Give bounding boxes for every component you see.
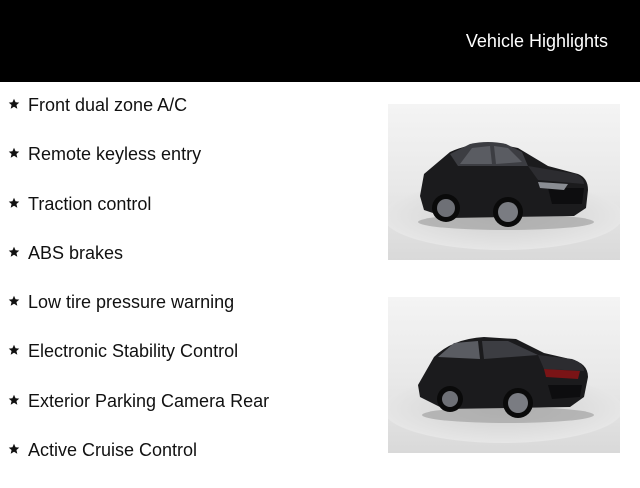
- feature-list: [0, 94, 380, 488]
- feature-item: [0, 390, 380, 439]
- feature-item: [0, 242, 380, 291]
- page-title: Vehicle Highlights: [465, 31, 608, 51]
- header-bar: [0, 0, 640, 82]
- star-icon: [8, 443, 20, 455]
- feature-label: Low tire pressure warning: [28, 292, 235, 313]
- feature-label: Front dual zone A/C: [28, 95, 188, 115]
- feature-item: [0, 291, 380, 340]
- feature-label: Electronic Stability Control: [28, 341, 239, 362]
- feature-item: [0, 143, 380, 192]
- star-icon: [8, 246, 20, 258]
- vehicle-photo-front: [388, 104, 620, 260]
- star-icon: [8, 197, 20, 209]
- star-icon: [8, 344, 20, 356]
- feature-label: Remote keyless entry: [28, 144, 202, 165]
- feature-item: [0, 193, 380, 242]
- feature-label: Active Cruise Control: [28, 440, 198, 461]
- vehicle-photo-rear: [388, 297, 620, 453]
- feature-item: [0, 439, 380, 488]
- star-icon: [8, 98, 20, 110]
- feature-item: [0, 94, 380, 143]
- feature-label: Traction control: [28, 193, 152, 214]
- feature-label: ABS brakes: [28, 242, 124, 263]
- feature-label: Exterior Parking Camera Rear: [28, 390, 270, 411]
- star-icon: [8, 147, 20, 159]
- star-icon: [8, 394, 20, 406]
- feature-item: [0, 340, 380, 389]
- star-icon: [8, 295, 20, 307]
